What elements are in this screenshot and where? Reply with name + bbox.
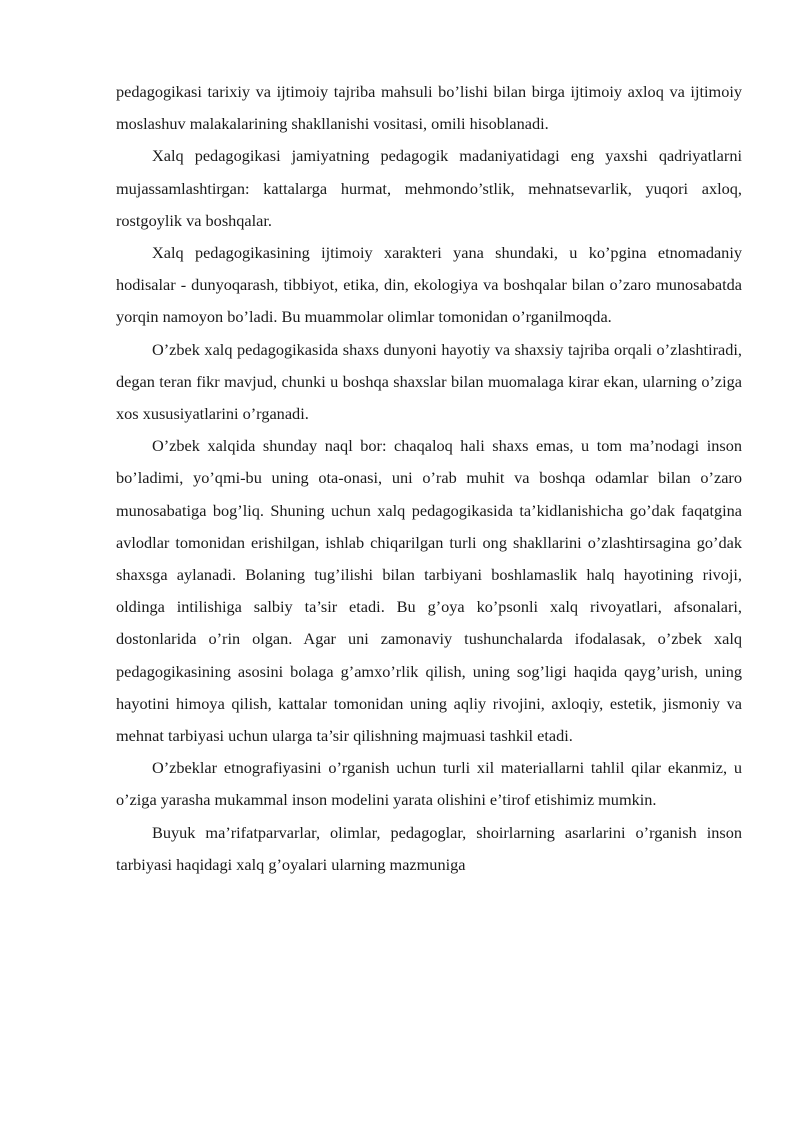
document-page: [116, 76, 742, 881]
paragraph-social-character: Xalq pedagogikasining ijtimoiy xarakteri yana shundaki, u ko’pgina etnomadaniy hodisalar - dunyoqarash, tibbiyot, etika, din, ekologiya va boshqalar bilan o’zaro munosabatda yorqin namoyon bo’ladi. Bu muammolar olimlar tomonidan o’rganilmoqda.: [116, 243, 742, 327]
paragraph-enlighteners: Buyuk ma’rifatparvarlar, olimlar, pedagoglar, shoirlarning asarlarini o’rganish inson tarbiyasi haqidagi xalq g’oyalari ularning mazmuniga: [116, 822, 742, 874]
paragraph-continuation: pedagogikasi tarixiy va ijtimoiy tajriba mahsuli bo’lishi bilan birga ijtimoiy axloq va ijtimoiy moslashuv malakalarining shakllanishi vositasi, omili hisoblanadi.: [116, 82, 742, 134]
paragraph-folk-pedagogy-values: Xalq pedagogikasi jamiyatning pedagogik madaniyatidagi eng yaxshi qadriyatlarni mujassamlashtirgan: kattalarga hurmat, mehmondo’stlik, mehnatsevarlik, yuqori axloq, rostgoylik va boshqalar.: [116, 146, 742, 230]
paragraph-ethnography: O’zbeklar etnografiyasini o’rganish uchun turli xil materiallarni tahlil qilar ekanmiz, u o’ziga yarasha mukammal inson modelini yarata olishini e’tirof etishimiz mumkin.: [116, 758, 742, 810]
paragraph-uzbek-saying: O’zbek xalqida shunday naql bor: chaqaloq hali shaxs emas, u tom ma’nodagi inson bo’ladimi, yo’qmi-bu uning ota-onasi, uni o’rab muhit va boshqa odamlar bilan o’zaro munosabatiga bog’liq. Shuning uchun xalq pedagogikasida ta’kidlanishicha go’dak faqatgina avlodlar tomonidan erishilgan, ishlab chiqarilgan turli ong shakllarini o’zlashtirsagina go’dak shaxsga aylanadi. Bolaning tug’ilishi bilan tarbiyani boshlamaslik halq hayotining rivoji, oldinga intilishiga salbiy ta’sir etadi. Bu g’oya ko’psonli xalq rivoyatlari, afsonalari, dostonlarida o’rin olgan. Agar uni zamonaviy tushunchalarda ifodalasak, o’zbek xalq pedagogikasining asosini bolaga g’amxo’rlik qilish, uning sog’ligi haqida qayg’urish, uning hayotini himoya qilish, kattalar tomonidan uning aqliy rivojini, axloqiy, estetik, jismoniy va mehnat tarbiyasi uchun ularga ta’sir qilishning majmuasi tashkil etadi.: [116, 436, 742, 746]
paragraph-personal-experience: O’zbek xalq pedagogikasida shaxs dunyoni hayotiy va shaxsiy tajriba orqali o’zlashtiradi, degan teran fikr mavjud, chunki u boshqa shaxslar bilan muomalaga kirar ekan, ularning o’ziga xos xususiyatlarini o’rganadi.: [116, 339, 742, 424]
